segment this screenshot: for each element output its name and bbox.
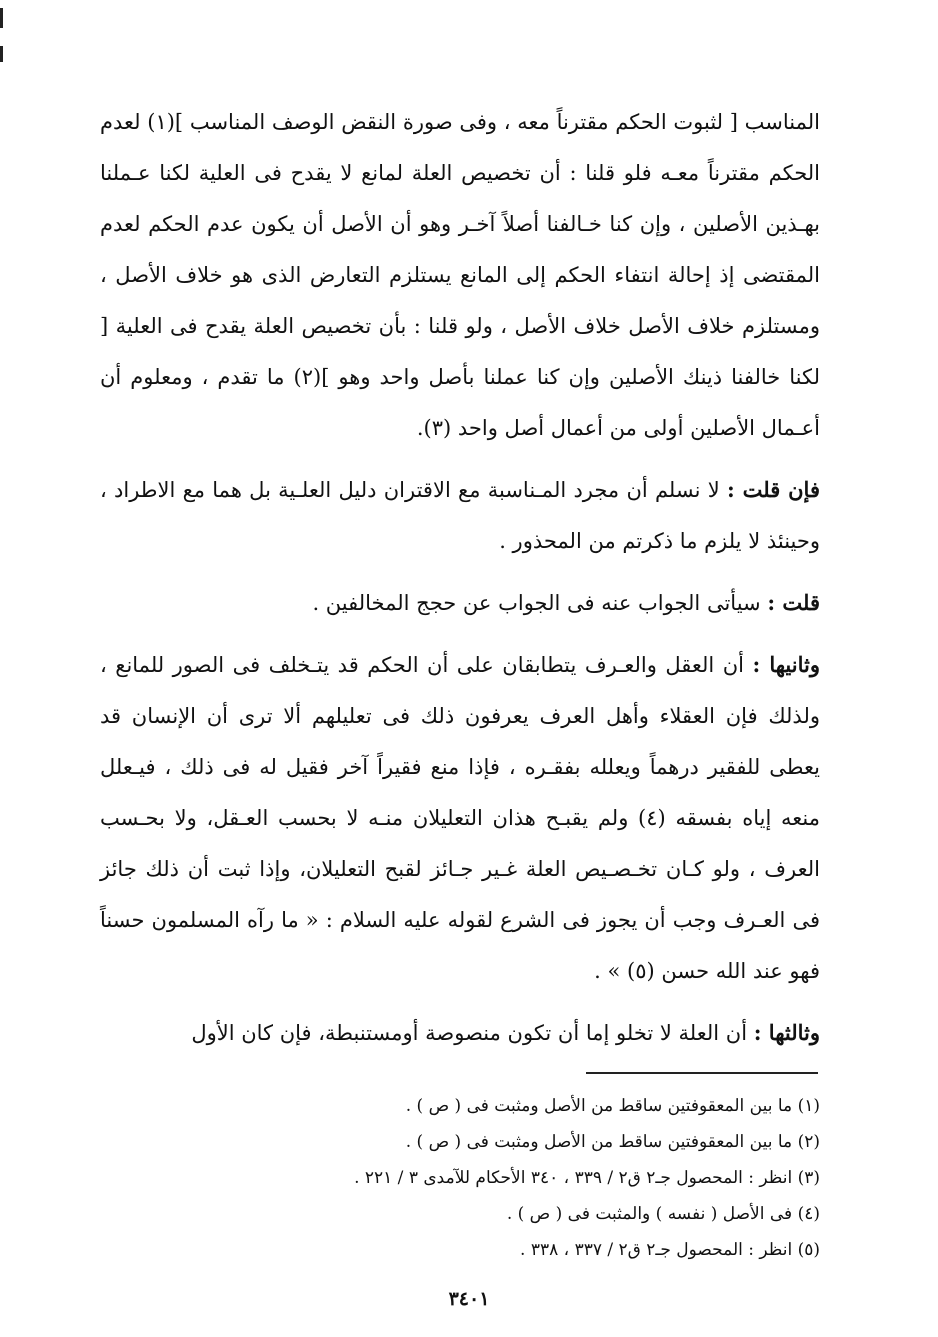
footnote-1: (١) ما بين المعقوفتين ساقط من الأصل ومثبت فى ( ص ) . [405,1096,820,1116]
paragraph-body: أن العقل والعـرف يتطابقان على أن الحكم قد يتـخلف فى الصور للمانع ، ولذلك فإن العقلاء وأهل العرف يعرفون ذلك فى تعليلهم ألا ترى أن الإنسان قد يعطى للفقير درهماً ويعلله بفقـره ، فإذا منع فقيراً آخر فقيل له فى ذلك ، فيـعلل منعه إياه بفسقه (٤) ولم يقبـح هذان التعليلان منـه لا بحسب العـقل، ولا بحـسب العرف ، ولو كـان تخـصـيص العلة غـير جـائز لقبح التعليلان، وإذا ثبت أن ذلك جائز فى العـرف وجب أن يجوز فى الشرع لقوله عليه السلام : « ما رآه المسلمون حسناً فهو عند الله حسن (٥) » . [100,653,821,983]
paragraph-2 [100,464,820,567]
footnote-5: (٥) انظر : المحصول جـ٢ ق٢ / ٣٣٧ ، ٣٣٨ . [520,1240,820,1260]
footnotes [160,1088,820,1268]
footnote-3: (٣) انظر : المحصول جـ٢ ق٢ / ٣٣٩ ، ٣٤٠ الأحكام للآمدى ٣ / ٢٢١ . [354,1168,820,1188]
footnote-4: (٤) فى الأصل ( نفسه ) والمثبت فى ( ص ) . [506,1204,820,1224]
paragraph-body: أن العلة لا تخلو إما أن تكون منصوصة أومستنبطة، فإن كان الأول [191,1021,754,1045]
paragraph-3 [100,577,820,629]
scan-margin-mark [0,46,3,62]
footnote-2: (٢) ما بين المعقوفتين ساقط من الأصل ومثبت فى ( ص ) . [405,1132,820,1152]
paragraph-1 [100,96,820,454]
paragraph-body: سيأتى الجواب عنه فى الجواب عن حجج المخالفين . [312,591,768,615]
paragraph-4 [100,639,820,997]
paragraph-lead: فإن قلت : [726,477,820,502]
scan-margin-mark [0,8,3,28]
main-text [100,96,820,1059]
paragraph-lead: قلت : [767,590,820,615]
page-number: ٣٤٠١ [448,1288,490,1310]
footnote-separator [586,1072,818,1074]
paragraph-5 [100,1007,820,1059]
paragraph-lead: وثانيها : [752,652,820,677]
paragraph-lead: وثالثها : [753,1020,820,1045]
paragraph-body: لا نسلم أن مجرد المـناسبة مع الاقتران دليل العلـية بل هما مع الاطراد ، وحينئذ لا يلزم ما ذكرتم من المحذور . [100,478,820,553]
paragraph-body: المناسب [ لثبوت الحكم مقترناً معه ، وفى صورة النقض الوصف المناسب ](١) لعدم الحكم مقترناً معـه فلو قلنا : أن تخصيص العلة لمانع لا يقدح فى العلية لكنا عـملنا بهـذين الأصلين ، وإن كنا خـالفنا أصلاً آخـر وهو أن الأصل أن يكون عدم الحكم لعدم المقتضى إذ إحالة انتفاء الحكم إلى المانع يستلزم التعارض الذى هو خلاف الأصل ، ومستلزم خلاف الأصل خلاف الأصل ، ولو قلنا : بأن تخصيص العلة يقدح فى العلية [ لكنا خالفنا ذينك الأصلين وإن كنا عملنا بأصل واحد وهو ](٢) ما تقدم ، ومعلوم أن أعـمال الأصلين أولى من أعمال أصل واحد (٣). [100,110,820,440]
